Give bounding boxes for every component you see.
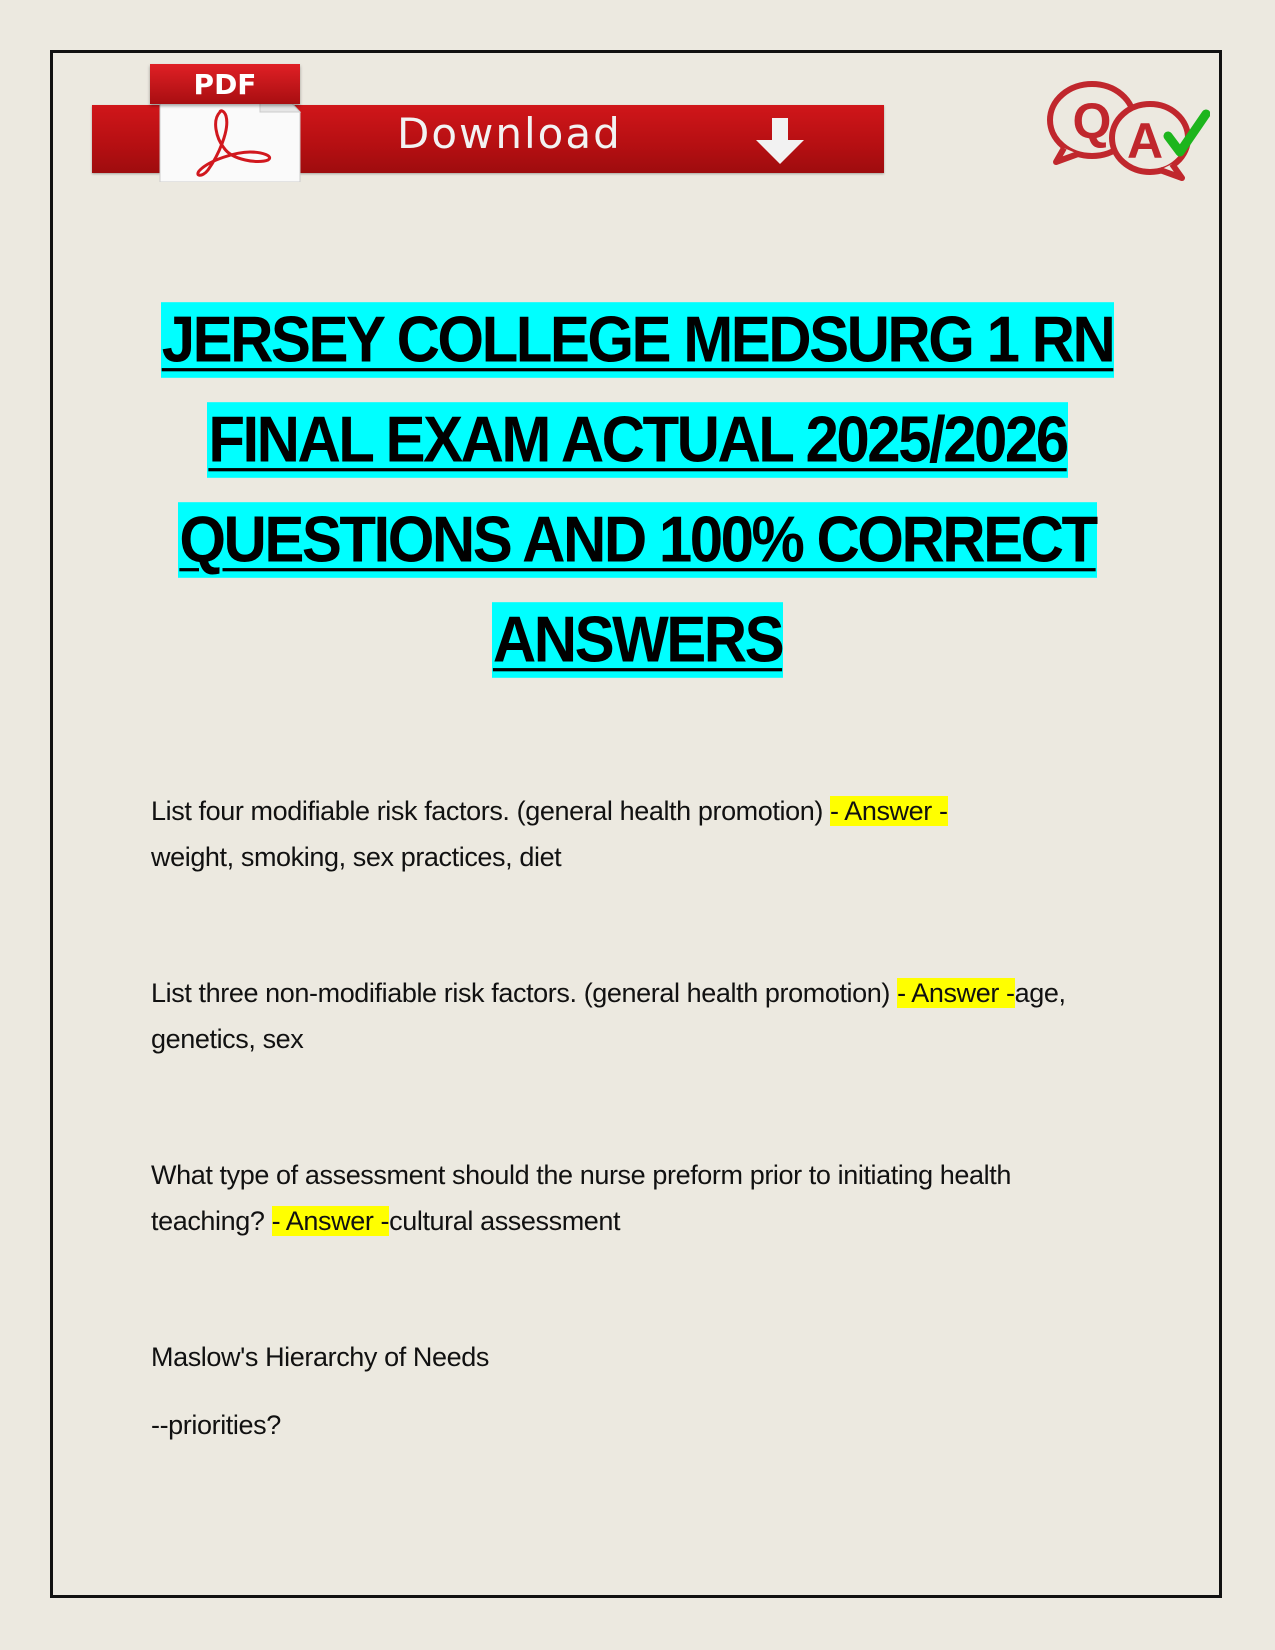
svg-text:A: A: [1126, 113, 1164, 169]
qa-subtext: [151, 1402, 1131, 1448]
answer-text: age, genetics, sex: [151, 978, 1066, 1054]
answer-marker: - Answer -: [897, 978, 1015, 1008]
answer-text: weight, smoking, sex practices, diet: [151, 842, 562, 872]
qa-item: [151, 788, 1131, 880]
pdf-label: PDF: [150, 64, 300, 104]
question-text: List three non-modifiable risk factors. (general health promotion): [151, 978, 898, 1008]
question-text: What type of assessment should the nurse preform prior to initiating health teaching?: [151, 1160, 1011, 1236]
document-title: [0, 305, 1275, 705]
qa-item: [151, 970, 1131, 1062]
title-line: ANSWERS: [0, 605, 1275, 705]
answer-marker: - Answer -: [830, 796, 948, 826]
pdf-document-icon: [150, 60, 310, 182]
qa-item: [151, 1152, 1091, 1244]
question-text: Maslow's Hierarchy of Needs: [151, 1342, 489, 1372]
download-label: Download: [397, 109, 622, 158]
sub-text: --priorities?: [151, 1410, 281, 1440]
question-text: List four modifiable risk factors. (general health promotion): [151, 796, 831, 826]
download-arrow-icon: [752, 118, 808, 164]
qa-item: [151, 1334, 1131, 1380]
title-line: FINAL EXAM ACTUAL 2025/2026: [0, 405, 1275, 505]
title-line: JERSEY COLLEGE MEDSURG 1 RN: [0, 305, 1275, 405]
qa-logo-icon: [1040, 78, 1210, 183]
svg-text:Q: Q: [1072, 93, 1112, 149]
answer-text: cultural assessment: [389, 1206, 621, 1236]
pdf-download-banner[interactable]: [92, 60, 887, 185]
title-line: QUESTIONS AND 100% CORRECT: [0, 505, 1275, 605]
answer-marker: - Answer -: [271, 1206, 390, 1236]
